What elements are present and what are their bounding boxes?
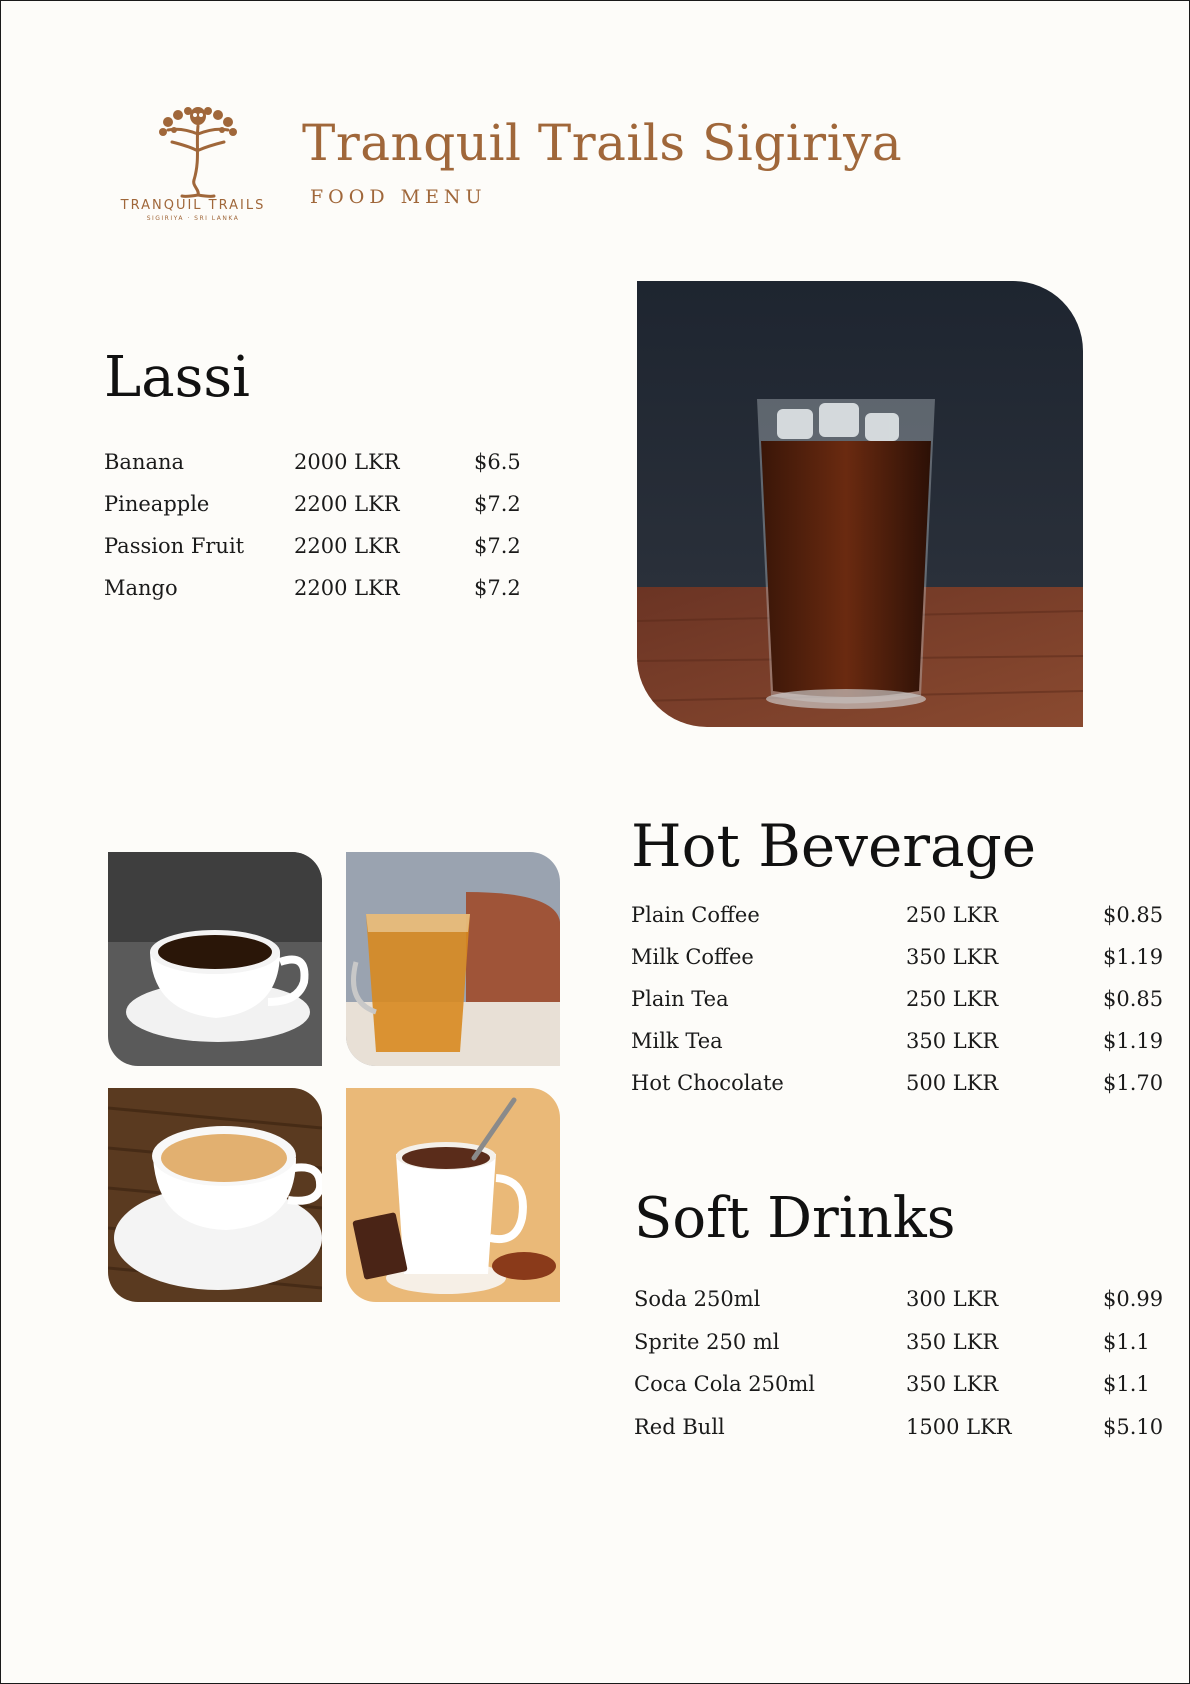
black-coffee-photo (108, 852, 322, 1066)
item-name: Banana (104, 450, 185, 474)
item-name: Milk Tea (631, 1029, 723, 1053)
item-price-usd: $1.70 (1103, 1071, 1164, 1095)
hot-chocolate-photo (346, 1088, 560, 1302)
section-title-lassi: Lassi (104, 345, 250, 410)
item-price-lkr: 2200 LKR (294, 576, 400, 600)
item-price-usd: $1.19 (1103, 945, 1164, 969)
item-price-usd: $1.1 (1103, 1372, 1150, 1396)
item-price-usd: $1.19 (1103, 1029, 1164, 1053)
item-price-lkr: 2200 LKR (294, 534, 400, 558)
item-price-usd: $7.2 (474, 492, 521, 516)
item-price-lkr: 300 LKR (906, 1287, 999, 1311)
menu-subtitle: FOOD MENU (310, 186, 487, 208)
plain-tea-photo (346, 852, 560, 1066)
item-name: Soda 250ml (634, 1287, 761, 1311)
item-name: Coca Cola 250ml (634, 1372, 816, 1396)
item-name: Hot Chocolate (631, 1071, 784, 1095)
item-name: Milk Coffee (631, 945, 754, 969)
item-price-usd: $7.2 (474, 534, 521, 558)
item-price-usd: $6.5 (474, 450, 521, 474)
item-price-lkr: 2200 LKR (294, 492, 400, 516)
milk-tea-photo (108, 1088, 322, 1302)
item-price-usd: $0.85 (1103, 903, 1164, 927)
item-price-lkr: 500 LKR (906, 1071, 999, 1095)
restaurant-title: Tranquil Trails Sigiriya (302, 114, 903, 172)
item-price-lkr: 350 LKR (906, 1029, 999, 1053)
iced-cola-photo (637, 281, 1083, 727)
item-name: Mango (104, 576, 178, 600)
item-price-lkr: 1500 LKR (906, 1415, 1012, 1439)
item-name: Passion Fruit (104, 534, 245, 558)
section-title-soft-drinks: Soft Drinks (634, 1186, 956, 1251)
item-price-usd: $7.2 (474, 576, 521, 600)
item-price-usd: $0.85 (1103, 987, 1164, 1011)
item-price-lkr: 250 LKR (906, 987, 999, 1011)
item-price-lkr: 350 LKR (906, 1330, 999, 1354)
item-price-usd: $0.99 (1103, 1287, 1164, 1311)
item-name: Red Bull (634, 1415, 725, 1439)
section-title-hot-beverage: Hot Beverage (631, 812, 1037, 880)
item-name: Plain Coffee (631, 903, 760, 927)
item-price-lkr: 350 LKR (906, 1372, 999, 1396)
item-price-lkr: 250 LKR (906, 903, 999, 927)
logo-subtext: SIGIRIYA · SRI LANKA (146, 215, 240, 222)
item-price-usd: $5.10 (1103, 1415, 1164, 1439)
item-name: Pineapple (104, 492, 210, 516)
item-price-usd: $1.1 (1103, 1330, 1150, 1354)
item-name: Sprite 250 ml (634, 1330, 780, 1354)
logo-text: TRANQUIL TRAILS (120, 198, 266, 213)
item-price-lkr: 350 LKR (906, 945, 999, 969)
item-price-lkr: 2000 LKR (294, 450, 400, 474)
item-name: Plain Tea (631, 987, 729, 1011)
